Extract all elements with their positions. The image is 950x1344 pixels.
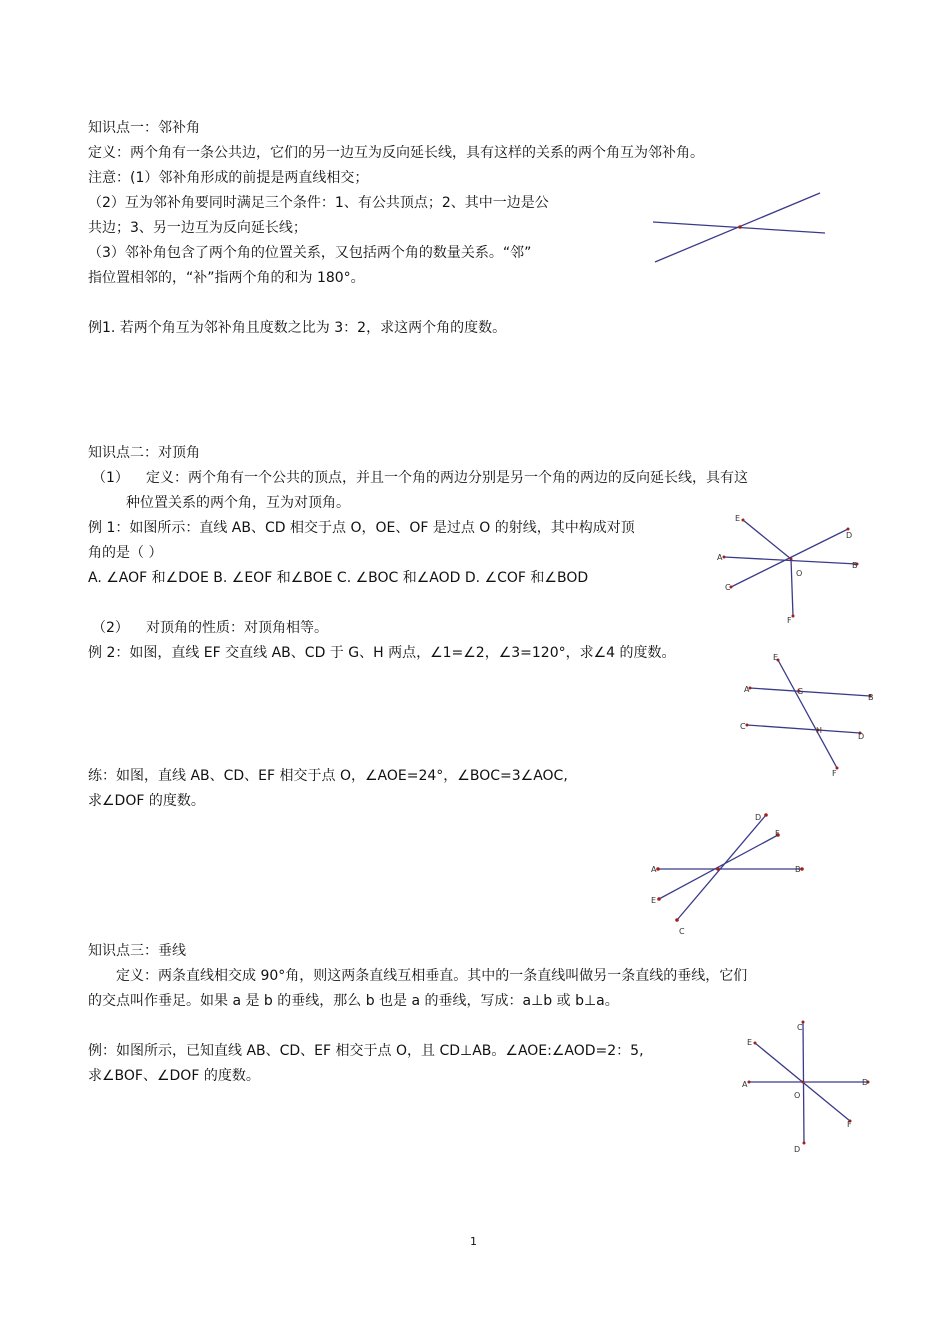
fig2-point-e — [742, 519, 745, 522]
fig5-label-f: F — [847, 1120, 852, 1129]
section3-def-line1: 定义：两条直线相交成 90°角，则这两条直线互相垂直。其中的一条直线叫做另一条直线的垂线，它们 — [116, 968, 748, 984]
figure-intersecting-lines — [645, 185, 835, 270]
section2-ex1-line2: 角的是（ ） — [88, 545, 163, 561]
section3-example-line1: 例：如图所示，已知直线 AB、CD、EF 相交于点 O，且 CD⊥AB。∠AOE:∠AOD=2：5, — [88, 1043, 644, 1059]
section3-example-line2: 求∠BOF、∠DOF 的度数。 — [88, 1068, 260, 1084]
fig2-point-f — [792, 615, 795, 618]
figure-vertical-angles — [710, 510, 870, 630]
fig5-label-d-bottom: D — [794, 1145, 801, 1154]
fig5-point-d-bottom — [803, 1142, 806, 1145]
figure-three-lines — [645, 808, 820, 938]
fig4-label-e: E — [651, 896, 657, 905]
fig3-label-d: D — [858, 732, 865, 741]
fig4-point-a — [656, 867, 660, 871]
fig2-label-d: D — [846, 531, 853, 540]
fig3-label-g: G — [797, 687, 804, 696]
page-number: 1 — [470, 1235, 477, 1248]
fig4-point-o — [716, 867, 720, 871]
fig4-point-b — [800, 867, 804, 871]
fig4-point-d — [764, 813, 768, 817]
fig3-label-b: B — [868, 693, 874, 702]
fig2-ray-of — [791, 559, 793, 616]
fig3-label-f: F — [832, 769, 837, 778]
fig2-label-b: B — [852, 561, 858, 570]
fig2-label-a: A — [717, 553, 723, 562]
section2-ex1-line1: 例 1：如图所示：直线 AB、CD 相交于点 O，OE、OF 是过点 O 的射线，其中构成对顶 — [88, 520, 635, 536]
section1-note3-line1: （3）邻补角包含了两个角的位置关系，又包括两个角的数量关系。“邻” — [88, 245, 532, 261]
section2-heading: 知识点二：对顶角 — [88, 445, 200, 461]
fig2-label-f: F — [787, 616, 792, 625]
section1-note1: 注意：(1）邻补角形成的前提是两直线相交； — [88, 170, 369, 186]
fig3-label-a: A — [744, 685, 750, 694]
section2-ex2: 例 2：如图，直线 EF 交直线 AB、CD 于 G、H 两点，∠1=∠2，∠3=120°，求∠4 的度数。 — [88, 645, 676, 661]
fig3-line-ef — [778, 660, 837, 768]
section3-heading: 知识点三：垂线 — [88, 943, 186, 959]
fig5-label-a: A — [742, 1080, 748, 1089]
section1-note3-line2: 指位置相邻的，“补”指两个角的和为 180°。 — [88, 270, 365, 286]
section2-def-line2: 种位置关系的两个角，互为对顶角。 — [126, 495, 350, 511]
section1-heading: 知识点一：邻补角 — [88, 120, 200, 136]
fig2-ray-oe — [743, 520, 791, 559]
fig4-label-a: A — [651, 865, 657, 874]
fig3-label-h: H — [816, 726, 823, 735]
fig1-intersection-point — [738, 225, 742, 229]
section1-note2-line1: （2）互为邻补角要同时满足三个条件：1、有公共顶点；2、其中一边是公 — [88, 195, 549, 211]
fig5-point-e — [754, 1042, 757, 1045]
section2-ex1-options: A. ∠AOF 和∠DOE B. ∠EOF 和∠BOE C. ∠BOC 和∠AOD D. ∠COF 和∠BOD — [88, 570, 589, 586]
fig3-line-cd — [747, 725, 860, 733]
fig2-point-o — [790, 558, 793, 561]
fig2-label-e: E — [735, 514, 741, 523]
fig4-point-c — [675, 918, 679, 922]
fig2-point-a — [723, 556, 726, 559]
section2-practice-line2: 求∠DOF 的度数。 — [88, 793, 205, 809]
fig5-label-e: E — [747, 1038, 753, 1047]
section1-definition: 定义：两个角有一条公共边，它们的另一边互为反向延长线，具有这样的关系的两个角互为邻补角。 — [88, 145, 704, 161]
figure-perpendicular — [735, 1015, 885, 1160]
figure-transversal — [735, 650, 885, 780]
fig2-label-o: O — [796, 569, 803, 578]
fig5-label-o: O — [794, 1091, 801, 1100]
fig3-point-c — [746, 724, 749, 727]
fig4-label-f: F — [775, 829, 780, 838]
fig5-label-d-right: D — [862, 1078, 869, 1087]
fig4-label-d: D — [755, 813, 762, 822]
fig2-label-c: C — [725, 583, 731, 592]
fig4-point-e — [657, 897, 661, 901]
fig4-label-c: C — [679, 927, 685, 936]
fig4-line-cd — [677, 815, 766, 920]
fig3-label-c: C — [740, 722, 746, 731]
section2-def-number: （1） — [92, 470, 129, 486]
fig4-line-ef — [659, 835, 778, 899]
fig5-label-c: C — [797, 1023, 803, 1032]
fig3-line-ab — [750, 688, 870, 696]
section1-note2-line2: 共边；3、另一边互为反向延长线； — [88, 220, 307, 236]
fig3-label-e: E — [773, 653, 779, 662]
fig5-point-a — [748, 1081, 751, 1084]
section2-prop-number: （2） — [92, 620, 129, 636]
fig5-point-o — [802, 1081, 805, 1084]
section2-practice-line1: 练：如图，直线 AB、CD、EF 相交于点 O，∠AOE=24°，∠BOC=3∠AOC, — [88, 768, 568, 784]
section1-example1: 例1. 若两个角互为邻补角且度数之比为 3：2，求这两个角的度数。 — [88, 320, 507, 336]
section2-def-line1: 定义：两个角有一个公共的顶点，并且一个角的两边分别是另一个角的两边的反向延长线，具有这 — [146, 470, 748, 486]
section2-property: 对顶角的性质：对顶角相等。 — [146, 620, 328, 636]
section3-def-line2: 的交点叫作垂足。如果 a 是 b 的垂线，那么 b 也是 a 的垂线，写成：a⊥b 或 b⊥a。 — [88, 993, 619, 1009]
fig4-label-b: B — [795, 865, 801, 874]
